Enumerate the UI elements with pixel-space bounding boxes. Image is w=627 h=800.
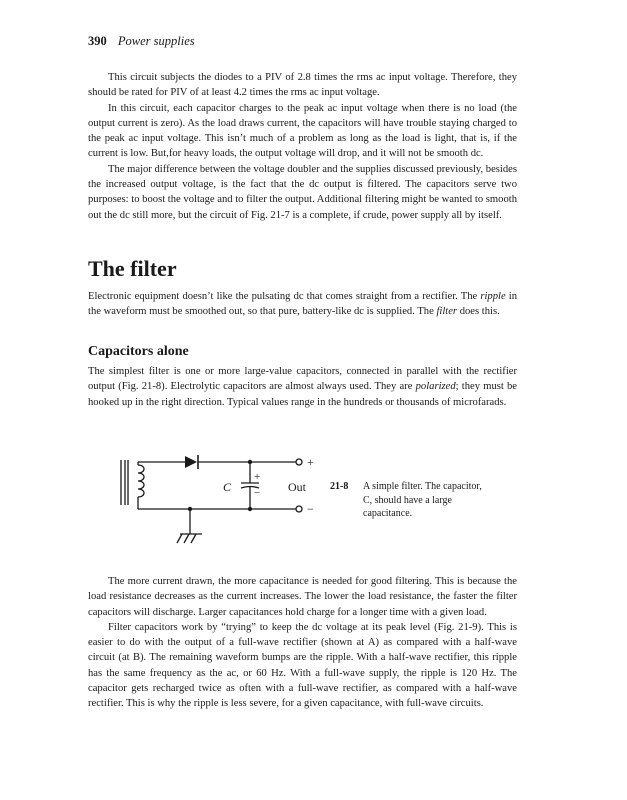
paragraph: The major difference between the voltage doubler and the supplies discussed previously, besides the increased output voltage, is the fact that the dc output is filtered. The capacitors serve two purposes: to boost the voltage and to filter the output. Additional filtering might be wanted to smooth out the dc still more, but the circuit of Fig. 21-7 is a complete, if crude, power supply all by itself. xyxy=(88,163,517,221)
emphasis: filter xyxy=(436,306,458,318)
paragraph: The simplest filter is one or more large-value capacitors, connected in parallel with the rectifier output (Fig. 21-8). Electrolytic capacitors are almost always used. They are polarized; they must be hooked up in the right direction. Typical values range in the hundreds or thousands of microfarads. xyxy=(88,366,517,408)
capacitors-text xyxy=(88,364,517,410)
out-label: Out xyxy=(288,480,306,494)
paragraph: Filter capacitors work by “trying” to keep the dc voltage at its peak level (Fig. 21-9). This is easier to do with the output of a full-wave rectifier (shown at A) as compared with a half-wave circuit (at B). The remaining waveform bumps are the ripple. With a half-wave rectifier, this ripple has the same frequency as the ac, or 60 Hz. With a full-wave supply, the ripple is 120 Hz. The capacitor gets recharged twice as often with a full-wave rectifier, as compared with a half-wave rectifier. This is why the ripple is less severe, for a given capacitance, with full-wave circuits. xyxy=(88,621,517,710)
transformer-secondary xyxy=(138,465,144,497)
running-header xyxy=(88,34,195,49)
output-terminal xyxy=(296,506,302,512)
terminal-plus-label: + xyxy=(307,455,314,469)
paragraph: The more current drawn, the more capacitance is needed for good filtering. This is because the load resistance decreases as the current increases. The lower the load resistance, the faster the filter capacitors will discharge. Larger capacitances hold charge for a longer time with a given load. xyxy=(88,576,517,618)
filter-text xyxy=(88,289,517,320)
capacitor-plus-label: + xyxy=(254,471,261,483)
emphasis: ripple xyxy=(480,291,506,302)
paragraph: Electronic equipment doesn’t like the pulsating dc that comes straight from a rectifier. The ripple in the waveform must be smoothed out, so that pure, battery-like dc is supplied. The filter does this. xyxy=(88,291,518,318)
intro-text xyxy=(88,70,517,223)
capacitor-label: C xyxy=(223,480,232,494)
capacitor-minus-label: − xyxy=(254,487,261,499)
caption-text: A simple filter. The capacitor, C, should have a large capacitance. xyxy=(363,481,482,519)
page-number: 390 xyxy=(88,34,107,48)
diode-symbol xyxy=(185,456,197,468)
closing-text xyxy=(88,574,517,712)
emphasis: polarized xyxy=(415,381,456,393)
subsection-heading: Capacitors alone xyxy=(88,344,189,359)
output-terminal xyxy=(296,459,302,465)
terminal-minus-label: − xyxy=(307,502,314,516)
paragraph: This circuit subjects the diodes to a PIV of 2.8 times the rms ac input voltage. Therefore, they should be rated for PIV of at least 4.2 times the rms ac input voltage. xyxy=(88,72,517,99)
running-title: Power supplies xyxy=(117,34,195,48)
filter-circuit-diagram xyxy=(110,450,325,555)
paragraph: In this circuit, each capacitor charges to the peak ac input voltage when there is no load (the output current is zero). As the load draws current, the capacitors will have trouble staying charged to the peak ac input voltage. This isn’t much of a problem as long as the load is light, that is, if the current is low. But,for heavy loads, the output voltage will drop, and it will not be smooth dc. xyxy=(88,102,517,160)
figure-number: 21-8 xyxy=(330,481,349,492)
section-heading: The filter xyxy=(88,256,177,281)
